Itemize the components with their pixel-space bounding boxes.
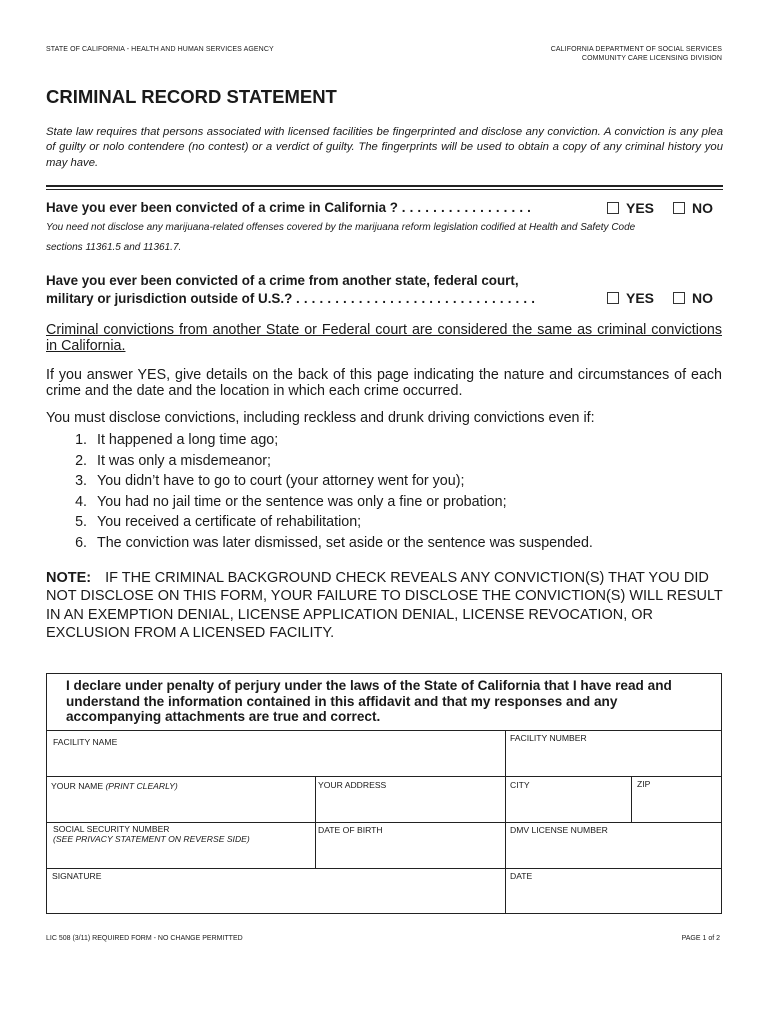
divider-thick — [46, 185, 723, 187]
agency-left: STATE OF CALIFORNIA - HEALTH AND HUMAN SERVICES AGENCY — [46, 46, 274, 53]
question-out-of-state-dots: . . . . . . . . . . . . . . . . . . . . . . . . . . . . . . . — [296, 291, 536, 306]
signature-field[interactable] — [46, 868, 505, 914]
q1-no-label: NO — [692, 200, 713, 216]
disclosure-list — [46, 430, 593, 553]
q2-yes-option[interactable] — [607, 290, 654, 306]
question-california-text: Have you ever been convicted of a crime in California ? — [46, 200, 398, 215]
your-name-field[interactable] — [46, 776, 315, 822]
agency-right-line2: COMMUNITY CARE LICENSING DIVISION — [581, 55, 722, 62]
question-california-dots: . . . . . . . . . . . . . . . . . — [401, 200, 532, 215]
agency-right — [551, 45, 722, 63]
note-label: NOTE: — [46, 570, 92, 586]
note-paragraph — [46, 569, 726, 642]
note-text: IF THE CRIMINAL BACKGROUND CHECK REVEALS ANY CONVICTION(S) THAT YOU DID NOT DISCLOSE ON THIS FORM, YOUR FAILURE TO DISCLOSE THE CONVICTION(S) WILL RESULT IN AN EXEMPTION DENIAL, LICENSE APPLICATION DENIAL, LICENSE REVOCATION, OR EXCLUSION FROM A LICENSED FACILITY. — [46, 570, 723, 641]
facility-number-field[interactable] — [505, 730, 722, 776]
q2-yes-label: YES — [626, 290, 655, 306]
q1-no-option[interactable] — [673, 200, 713, 216]
form-id: LIC 508 (3/11) REQUIRED FORM - NO CHANGE PERMITTED — [46, 935, 243, 942]
agency-right-line1: CALIFORNIA DEPARTMENT OF SOCIAL SERVICES — [550, 46, 722, 53]
q1-yes-label: YES — [626, 200, 655, 216]
question-out-of-state — [46, 272, 535, 308]
signature-label: SIGNATURE — [52, 871, 102, 881]
page-title: CRIMINAL RECORD STATEMENT — [46, 86, 337, 107]
must-disclose-intro: You must disclose convictions, including reckless and drunk driving convictions even if: — [46, 410, 595, 426]
list-item: 1. It happened a long time ago; — [91, 430, 593, 451]
q2-no-checkbox[interactable] — [673, 292, 685, 304]
city-field[interactable] — [505, 776, 631, 822]
date-field[interactable] — [505, 868, 722, 914]
date-of-birth-field[interactable] — [315, 822, 505, 868]
facility-name-label: FACILITY NAME — [53, 737, 118, 747]
out-of-state-statement: Criminal convictions from another State or Federal court are considered the same as criminal convictions in California. — [46, 322, 722, 354]
zip-field[interactable] — [631, 776, 722, 822]
marijuana-note — [46, 218, 736, 258]
dmv-license-label: DMV LICENSE NUMBER — [510, 825, 608, 835]
q1-yes-checkbox[interactable] — [607, 202, 619, 214]
list-item: 5. You received a certificate of rehabilitation; — [91, 512, 593, 533]
intro-paragraph: State law requires that persons associated with licensed facilities be fingerprinted and disclose any conviction. A conviction is any plea of guilty or nolo contendere (no contest) or a verdict of guilty. The fingerprints will be used to obtain a copy of any criminal history you may have. — [46, 126, 723, 169]
your-address-field[interactable] — [315, 776, 505, 822]
your-address-label: YOUR ADDRESS — [318, 780, 387, 790]
page-number: PAGE 1 of 2 — [681, 935, 720, 942]
ssn-field[interactable] — [46, 822, 315, 868]
list-item: 6. The conviction was later dismissed, set aside or the sentence was suspended. — [91, 533, 593, 554]
marijuana-note-line2: sections 11361.5 and 11361.7. — [46, 242, 182, 253]
facility-number-label: FACILITY NUMBER — [510, 733, 587, 743]
list-item: 3. You didn’t have to go to court (your attorney went for you); — [91, 471, 593, 492]
marijuana-note-line1: You need not disclose any marijuana-related offenses covered by the marijuana reform legislation codified at Health and Safety Code — [46, 222, 636, 233]
ssn-label: SOCIAL SECURITY NUMBER (SEE PRIVACY STATEMENT ON REVERSE SIDE) — [53, 824, 250, 844]
divider-thin — [46, 189, 723, 190]
date-of-birth-label: DATE OF BIRTH — [318, 825, 383, 835]
zip-label: ZIP — [637, 779, 651, 789]
question-out-of-state-line1: Have you ever been convicted of a crime from another state, federal court, — [46, 273, 519, 288]
if-yes-instructions: If you answer YES, give details on the back of this page indicating the nature and circumstances of each crime and the date and the location in which each crime occurred. — [46, 367, 722, 399]
question-california — [46, 200, 531, 215]
dmv-license-field[interactable] — [505, 822, 722, 868]
facility-name-field[interactable] — [46, 730, 505, 776]
q2-no-label: NO — [692, 290, 713, 306]
list-item: 4. You had no jail time or the sentence was only a fine or probation; — [91, 492, 593, 513]
declaration-statement: I declare under penalty of perjury under the laws of the State of California that I have read and understand the information contained in this affidavit and that my responses and any accompanying attachments are true and correct. — [66, 678, 672, 724]
date-label: DATE — [510, 871, 533, 881]
city-label: CITY — [510, 780, 530, 790]
question-out-of-state-line2: military or jurisdiction outside of U.S.? — [46, 291, 293, 306]
q2-no-option[interactable] — [673, 290, 713, 306]
q2-yes-checkbox[interactable] — [607, 292, 619, 304]
q1-yes-option[interactable] — [607, 200, 654, 216]
list-item: 2. It was only a misdemeanor; — [91, 451, 593, 472]
q1-no-checkbox[interactable] — [673, 202, 685, 214]
your-name-label: YOUR NAME (PRINT CLEARLY) — [51, 781, 178, 791]
